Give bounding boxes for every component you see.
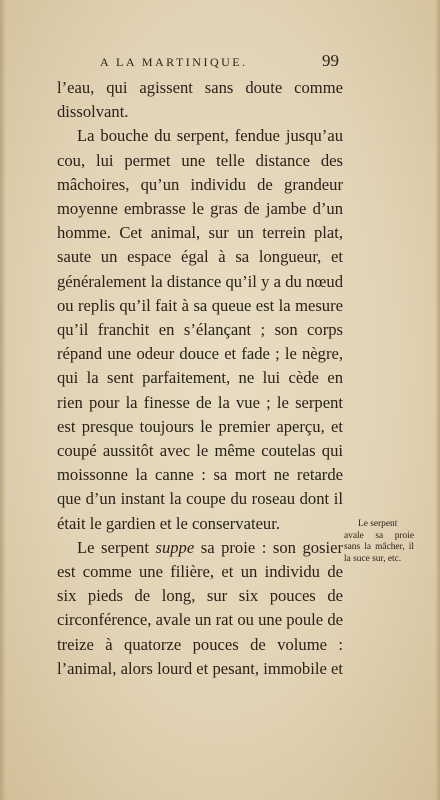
paragraph-text-start: Le serpent [77,537,156,557]
paragraph-text-end: sa proie : son gosier est comme une filière, et un individu de six pieds de long, sur six pouces de circonférence, avale un rat ou une poule de treize à quatorze pouces de volume : l’animal, alors lourd et pesant, immobile et [57,537,343,678]
margin-note [344,519,414,565]
page-edge-shadow-right [435,0,440,800]
margin-note-lead: Le serpent [358,519,398,529]
body-text [57,76,343,681]
page-edge-shadow-left [0,0,6,800]
margin-note-text: avale sa proie sans la mâcher, il la suce sur, etc. [344,530,414,564]
page-number: 99 [322,51,339,70]
paragraph-serpent-swallows [57,536,343,681]
paragraph-continued: l’eau, qui agissent sans doute comme dissolvant. [57,78,343,122]
paragraph-serpent-mouth: La bouche du serpent, fendue jusqu’au cou, lui permet une telle distance des mâchoires, qu’un individu de grandeur moyenne embrasse le gras de jambe d’un homme. Cet animal, sur un terrein plat, saute un espace égal à sa longueur, et généralement la distance qu’il y a du nœud ou replis qu’il fait à sa queue est la mesure qu’il franchit en s’élançant ; son corps répand une odeur douce et fade ; le nègre, qui la sent parfaitement, ne lui cède en rien pour la finesse de la vue ; le serpent est presque toujours le premier aperçu, et coupé aussitôt avec le même coutelas qui moissonne la canne : sa mort ne retarde que d’un instant la coupe du roseau dont il était le gardien et le conservateur. [57,126,343,533]
running-head: A LA MARTINIQUE. [100,55,248,69]
italic-word: suppe [155,537,195,557]
